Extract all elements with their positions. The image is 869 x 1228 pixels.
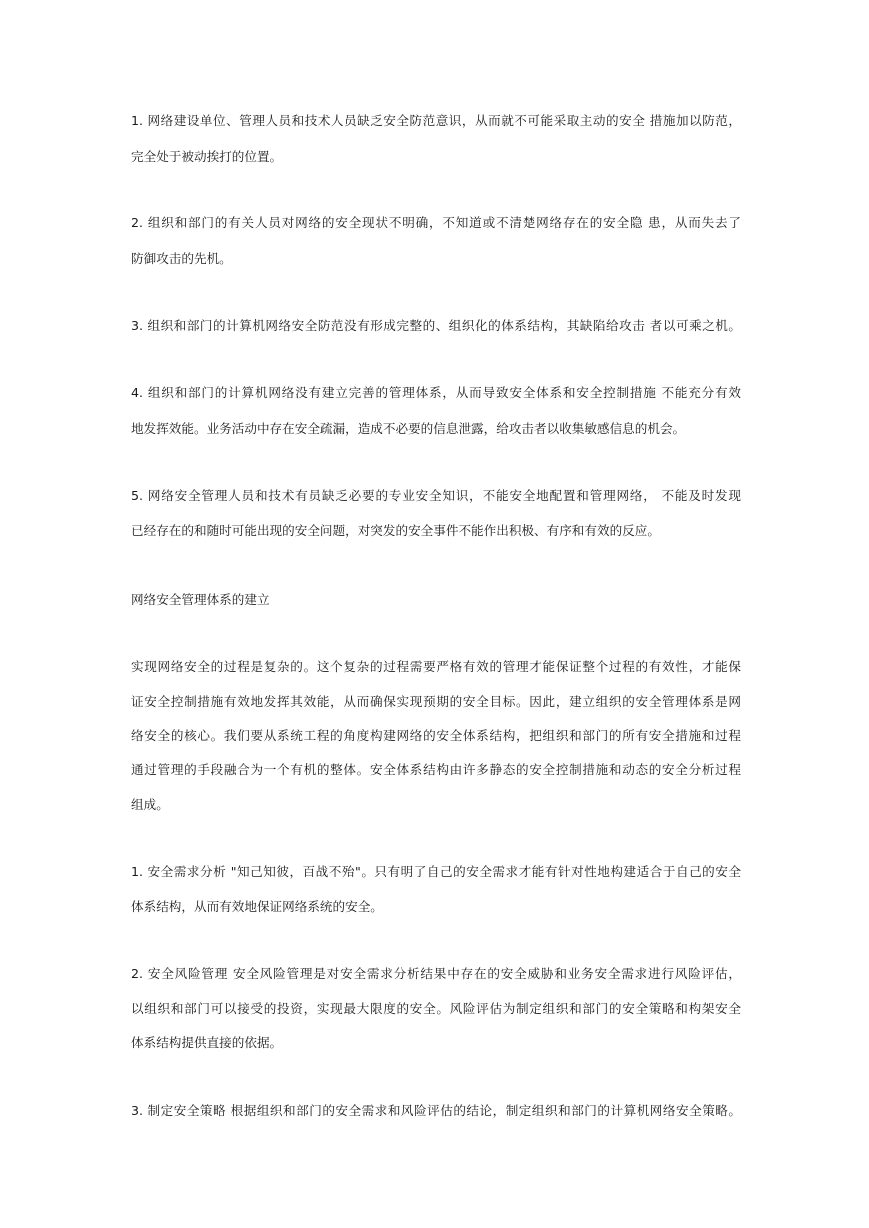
text-line: 3. 组织和部门的计算机网络安全防范没有形成完整的、组织化的体系结构，其缺陷给攻击 者以可乘之机。 bbox=[131, 318, 741, 333]
text-line: 组成。 bbox=[131, 797, 169, 812]
text-line: 1. 网络建设单位、管理人员和技术人员缺乏安全防范意识，从而就不可能采取主动的安全 措施加以防范， bbox=[131, 113, 741, 128]
text-line: 4. 组织和部门的计算机网络没有建立完善的管理体系，从而导致安全体系和安全控制措施 不能充分有效 bbox=[131, 385, 741, 400]
section-heading: 网络安全管理体系的建立 bbox=[131, 592, 270, 607]
text-line: 证安全控制措施有效地发挥其效能，从而确保实现预期的安全目标。因此，建立组织的安全管理体系是网 bbox=[131, 694, 741, 709]
text-line: 实现网络安全的过程是复杂的。这个复杂的过程需要严格有效的管理才能保证整个过程的有效性，才能保 bbox=[131, 659, 741, 674]
text-line: 2. 组织和部门的有关人员对网络的安全现状不明确，不知道或不清楚网络存在的安全隐 患，从而失去了 bbox=[131, 215, 741, 230]
text-line: 已经存在的和随时可能出现的安全问题，对突发的安全事件不能作出积极、有序和有效的反应。 bbox=[131, 523, 660, 538]
text-line: 5. 网络安全管理人员和技术有员缺乏必要的专业安全知识，不能安全地配置和管理网络， 不能及时发现 bbox=[131, 488, 741, 503]
text-line: 地发挥效能。业务活动中存在安全疏漏，造成不必要的信息泄露，给攻击者以收集敏感信息的机会。 bbox=[131, 421, 686, 436]
text-line: 体系结构提供直接的依据。 bbox=[131, 1035, 283, 1050]
text-line: 1. 安全需求分析 "知己知彼，百战不殆"。只有明了自己的安全需求才能有针对性地构建适合于自己的安全 bbox=[131, 864, 741, 879]
text-line: 以组织和部门可以接受的投资，实现最大限度的安全。风险评估为制定组织和部门的安全策略和构架安全 bbox=[131, 1001, 741, 1016]
text-line: 完全处于被动挨打的位置。 bbox=[131, 149, 283, 164]
text-line: 通过管理的手段融合为一个有机的整体。安全体系结构由许多静态的安全控制措施和动态的安全分析过程 bbox=[131, 762, 741, 777]
text-line: 络安全的核心。我们要从系统工程的角度构建网络的安全体系结构，把组织和部门的所有安全措施和过程 bbox=[131, 728, 741, 743]
text-line: 体系结构，从而有效地保证网络系统的安全。 bbox=[131, 899, 383, 914]
text-line: 防御攻击的先机。 bbox=[131, 251, 232, 266]
text-line: 3. 制定安全策略 根据组织和部门的安全需求和风险评估的结论，制定组织和部门的计算机网络安全策略。 bbox=[131, 1103, 741, 1118]
text-line: 2. 安全风险管理 安全风险管理是对安全需求分析结果中存在的安全威胁和业务安全需求进行风险评估， bbox=[131, 966, 741, 981]
